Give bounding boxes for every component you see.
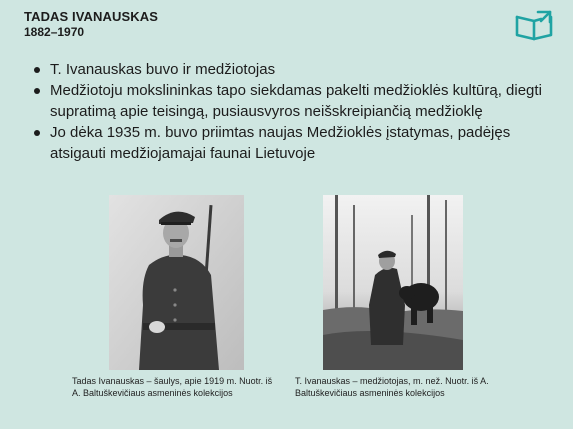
portrait-caption: Tadas Ivanauskas – šaulys, apie 1919 m. Nuotr. iš A. Baltuškevičiaus asmeninės kolekcijos [72, 376, 273, 398]
portrait-photo [109, 195, 244, 370]
open-book-arrow-icon [514, 8, 554, 42]
bullet-item: T. Ivanauskas buvo ir medžiotojas [32, 59, 552, 80]
hunter-photo [323, 195, 463, 370]
bullet-list [32, 59, 552, 164]
slide-header [24, 9, 158, 40]
person-name: TADAS IVANAUSKAS [24, 9, 159, 24]
hunter-caption: T. Ivanauskas – medžiotojas, m. než. Nuotr. iš A. Baltuškevičiaus asmeninės kolekcijos [295, 376, 489, 398]
person-years: 1882–1970 [24, 25, 85, 39]
bullet-item: Jo dėka 1935 m. buvo priimtas naujas Medžioklės įstatymas, padėjęs atsigauti medžiojamajai faunai Lietuvoje [32, 122, 552, 164]
bullet-item: Medžiotoju mokslininkas tapo siekdamas pakelti medžioklės kultūrą, diegti supratimą apie teisingą, pusiausvyros neišskreipiančią medžioklę [32, 80, 552, 122]
